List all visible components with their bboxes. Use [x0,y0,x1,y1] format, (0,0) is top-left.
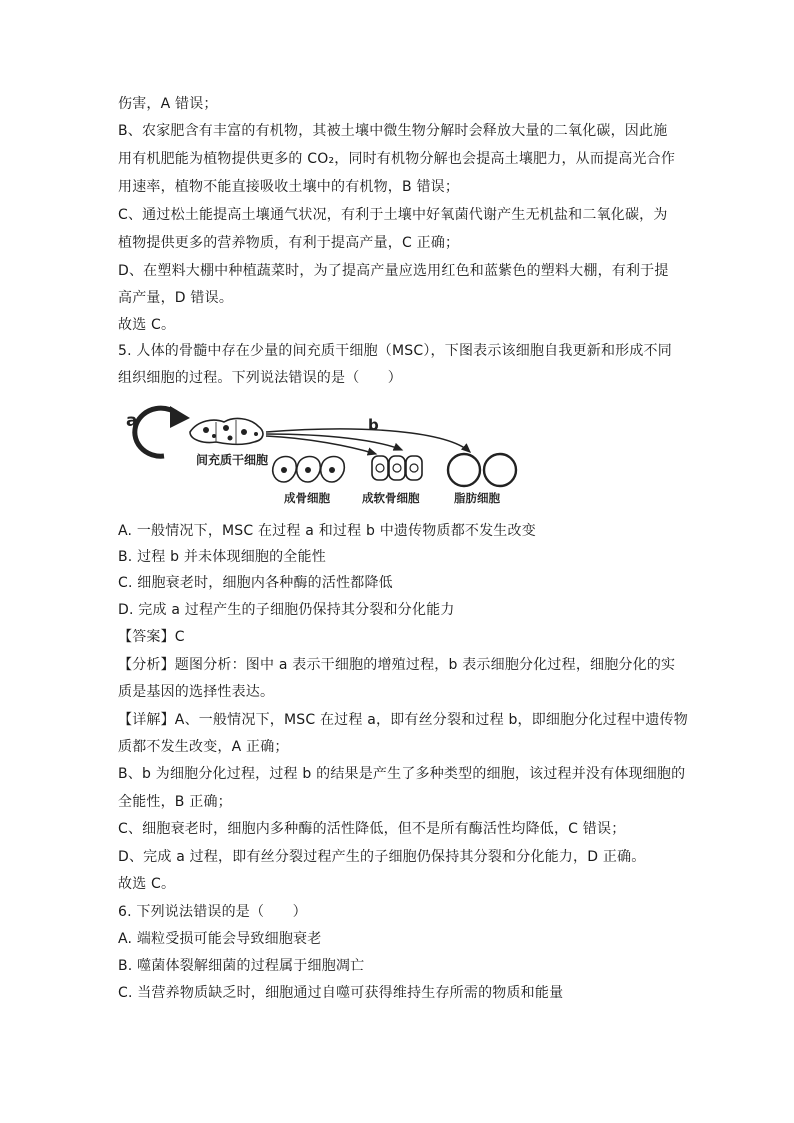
option-d: D. 完成 a 过程产生的子细胞仍保持其分裂和分化能力 [118,602,455,618]
explanation-line: C、细胞衰老时，细胞内多种酶的活性降低，但不是所有酶活性均降低，C 错误； [118,821,626,837]
option-c: C. 细胞衰老时，细胞内各种酶的活性都降低 [118,575,393,591]
text-line: 高产量，D 错误。 [118,290,234,306]
option-a: A. 一般情况下，MSC 在过程 a 和过程 b 中遗传物质都不发生改变 [118,523,536,539]
label-a: a [126,411,138,431]
option-b: B. 噬菌体裂解细菌的过程属于细胞凋亡 [118,958,365,974]
answer-line: 【答案】C [118,629,185,645]
osteoblast-label: 成骨细胞 [284,491,330,505]
self-renewal-arrow [135,406,190,456]
analysis-line: 【分析】题图分析：图中 a 表示干细胞的增殖过程，b 表示细胞分化过程，细胞分化的实 [118,657,676,673]
stem-cell-cluster [190,419,263,445]
text-line: C、通过松土能提高土壤通气状况，有利于土壤中好氧菌代谢产生无机盐和二氧化碳，为 [118,207,668,223]
osteoblast-cells [273,457,345,483]
label-b: b [368,416,379,434]
text-line: 伤害，A 错误； [118,96,218,112]
text-line: D、在塑料大棚中种植蔬菜时，为了提高产量应选用红色和蓝紫色的塑料大棚，有利于提 [118,263,669,279]
explanation-line: 【详解】A、一般情况下，MSC 在过程 a，即有丝分裂和过程 b，即细胞分化过程中遗传物 [118,712,688,728]
adipocyte-cells [448,454,516,486]
question-5-stem: 5. 人体的骨髓中存在少量的间充质干细胞（MSC），下图表示该细胞自我更新和形成不同 [118,343,672,359]
text-line: 用有机肥能为植物提供更多的 CO₂，同时有机物分解也会提高土壤肥力，从而提高光合作 [118,151,676,167]
explanation-line: D、完成 a 过程，即有丝分裂过程产生的子细胞仍保持其分裂和分化能力，D 正确。 [118,849,646,865]
question-6-stem: 6. 下列说法错误的是（ ） [118,904,307,920]
text-line: 故选 C。 [118,876,176,892]
chondrocyte-cells [372,456,422,480]
text-line: 植物提供更多的营养物质，有利于提高产量，C 正确； [118,235,460,251]
adipocyte-label: 脂肪细胞 [454,491,500,505]
option-b: B. 过程 b 并未体现细胞的全能性 [118,549,326,565]
explanation-line: B、b 为细胞分化过程，过程 b 的结果是产生了多种类型的细胞，该过程并没有体现细胞的 [118,766,686,782]
stem-cell-label: 间充质干细胞 [196,453,269,467]
explanation-line: 质都不发生改变，A 正确； [118,739,289,755]
chondrocyte-label: 成软骨细胞 [362,491,420,505]
text-line: 故选 C。 [118,317,176,333]
msc-differentiation-figure [118,398,538,510]
question-5-stem: 组织细胞的过程。下列说法错误的是（ ） [118,370,402,386]
explanation-line: 全能性，B 正确； [118,794,232,810]
text-line: B、农家肥含有丰富的有机物，其被土壤中微生物分解时会释放大量的二氧化碳，因此施 [118,123,668,139]
option-a: A. 端粒受损可能会导致细胞衰老 [118,931,322,947]
analysis-line: 质是基因的选择性表达。 [118,684,275,700]
text-line: 用速率，植物不能直接吸收土壤中的有机物，B 错误； [118,179,460,195]
option-c: C. 当营养物质缺乏时，细胞通过自噬可获得维持生存所需的物质和能量 [118,985,564,1001]
